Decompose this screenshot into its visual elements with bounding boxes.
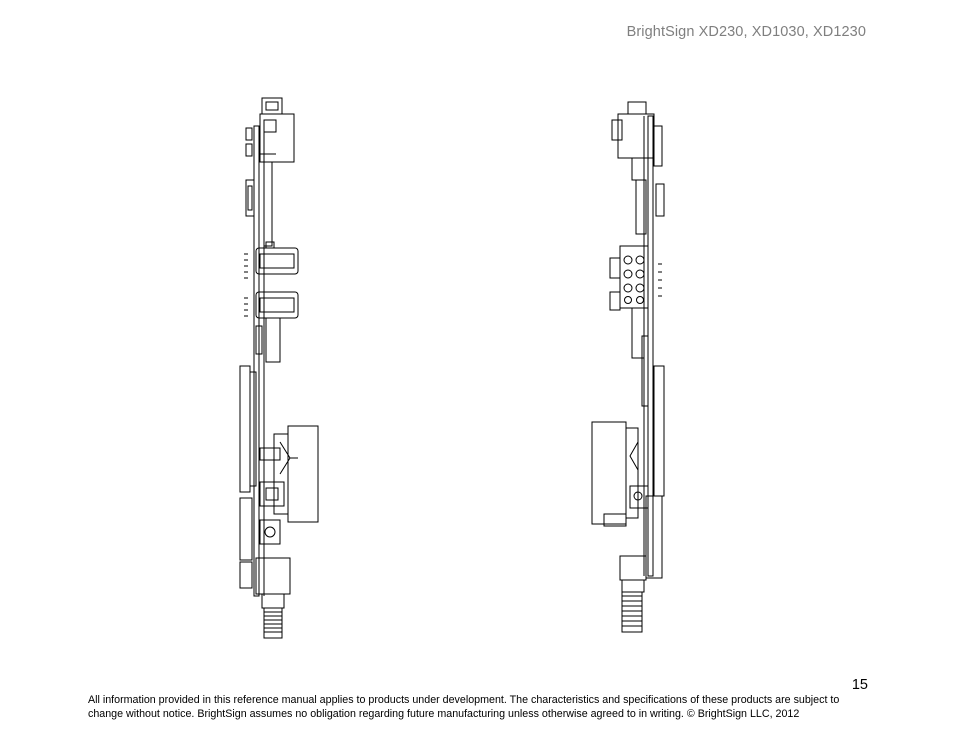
right-side-view-drawing xyxy=(588,96,674,636)
footer-disclaimer: All information provided in this reference manual applies to products under development. The characteristics and specifications of these products are subject to change without notice. BrightSign assumes no obligation regarding future manufacturing unless otherwise agreed to in writing. © BrightSign LLC, 2012 xyxy=(88,694,840,720)
page-header-title: BrightSign XD230, XD1030, XD1230 xyxy=(626,24,866,40)
left-side-view-drawing xyxy=(236,96,326,648)
page-number: 15 xyxy=(851,677,868,693)
